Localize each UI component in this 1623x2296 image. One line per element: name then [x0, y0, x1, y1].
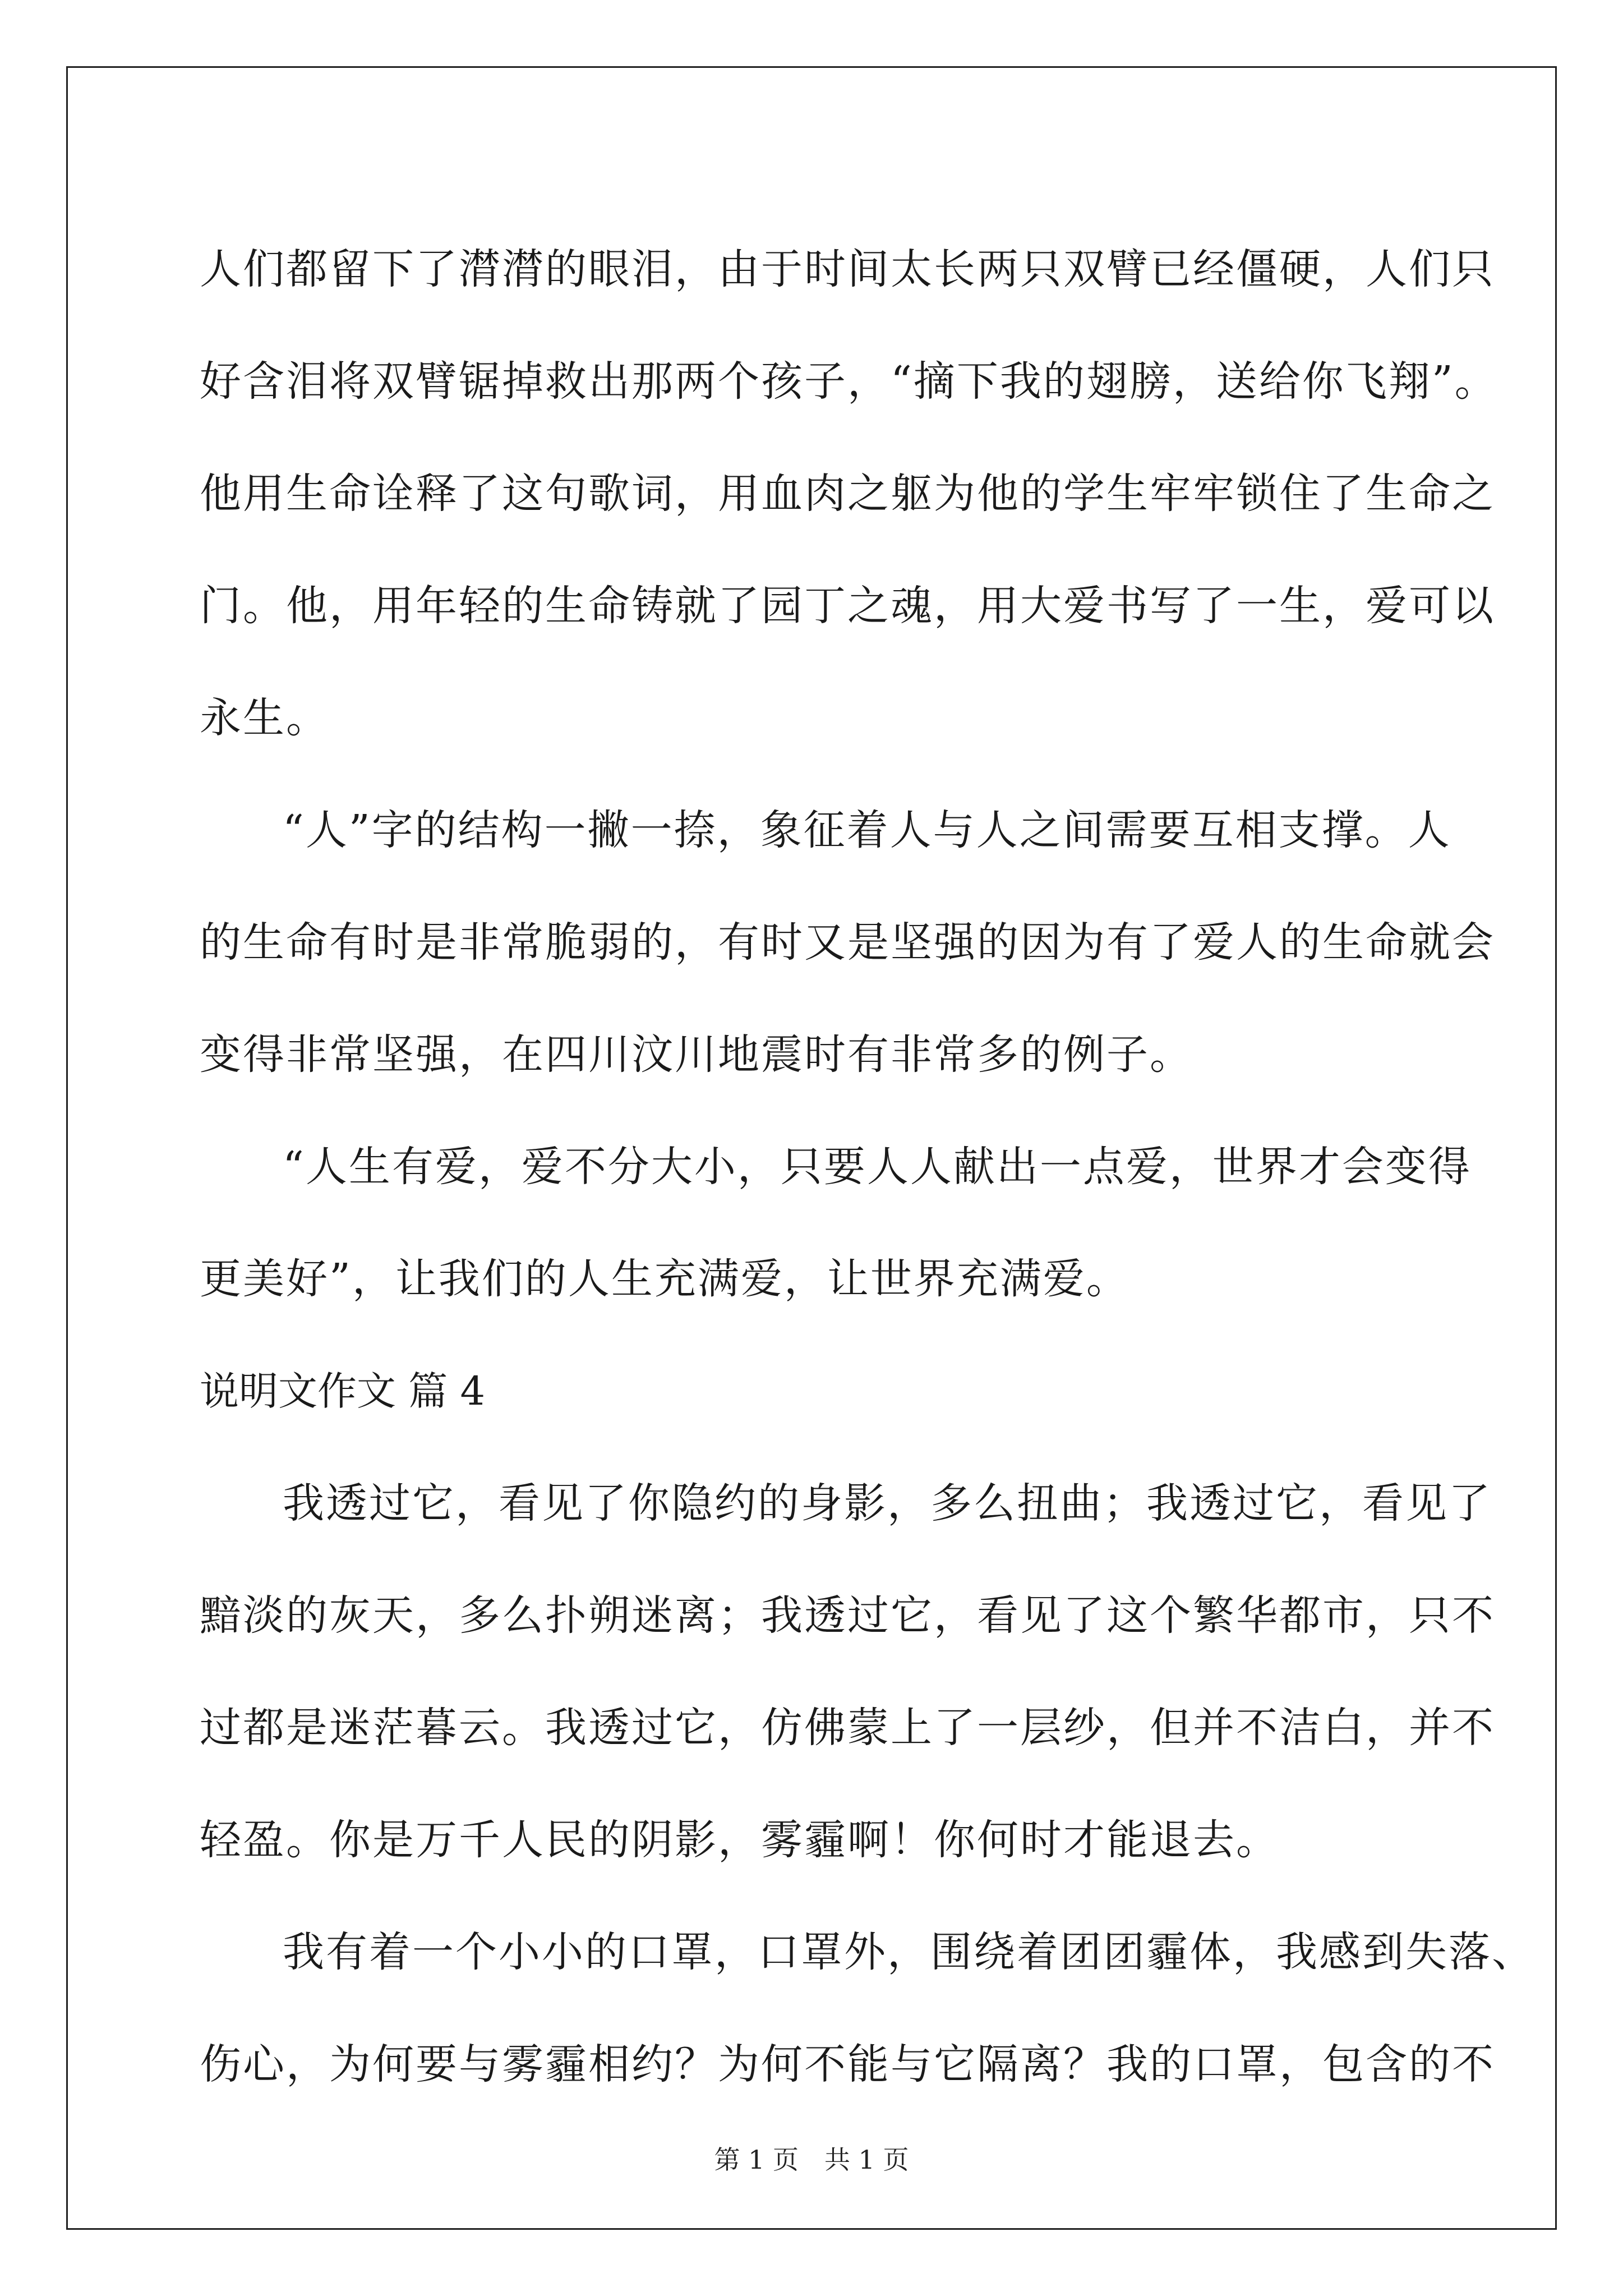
text-line: 伤心，为何要与雾霾相约？为何不能与它隔离？我的口罩，包含的不: [200, 2040, 1495, 2088]
text-line: 更美好”，让我们的人生充满爱，让世界充满爱。: [200, 1255, 1129, 1303]
text-line: 好含泪将双臂锯掉救出那两个孩子，“摘下我的翅膀，送给你飞翔”。: [200, 357, 1498, 406]
document-body: [200, 213, 1535, 2120]
text-line: 过都是迷茫暮云。我透过它，仿佛蒙上了一层纱，但并不洁白，并不: [200, 1704, 1495, 1752]
text-line: 变得非常坚强，在四川汶川地震时有非常多的例子。: [200, 1030, 1193, 1079]
text-line: 门。他，用年轻的生命铸就了园丁之魂，用大爱书写了一生，爱可以: [200, 582, 1495, 630]
text-line: 人们都留下了潸潸的眼泪，由于时间太长两只双臂已经僵硬，人们只: [200, 245, 1495, 293]
section-heading: 说明文作文 篇 4: [200, 1368, 486, 1414]
text-line: 黯淡的灰天，多么扑朔迷离；我透过它，看见了这个繁华都市，只不: [200, 1591, 1495, 1640]
text-line: 永生。: [200, 694, 329, 742]
paragraph-block-2: [200, 1447, 1535, 2120]
text-line: 的生命有时是非常脆弱的，有时又是坚强的因为有了爱人的生命就会: [200, 918, 1495, 967]
paragraph-block-1: [200, 213, 1498, 1335]
text-line: “人生有爱，爱不分大小，只要人人献出一点爱，世界才会变得: [283, 1143, 1472, 1191]
text-line: 我有着一个小小的口罩，口罩外，围绕着团团霾体，我感到失落、: [283, 1928, 1535, 1976]
text-line: 他用生命诠释了这句歌词，用血肉之躯为他的学生牢牢锁住了生命之: [200, 470, 1495, 518]
text-line: 轻盈。你是万千人民的阴影，雾霾啊！你何时才能退去。: [200, 1816, 1279, 1864]
text-line: “人”字的结构一撇一捺，象征着人与人之间需要互相支撑。人: [283, 806, 1451, 854]
text-line: 我透过它，看见了你隐约的身影，多么扭曲；我透过它，看见了: [283, 1479, 1492, 1527]
page-footer: 第 1 页 共 1 页: [714, 2145, 909, 2175]
